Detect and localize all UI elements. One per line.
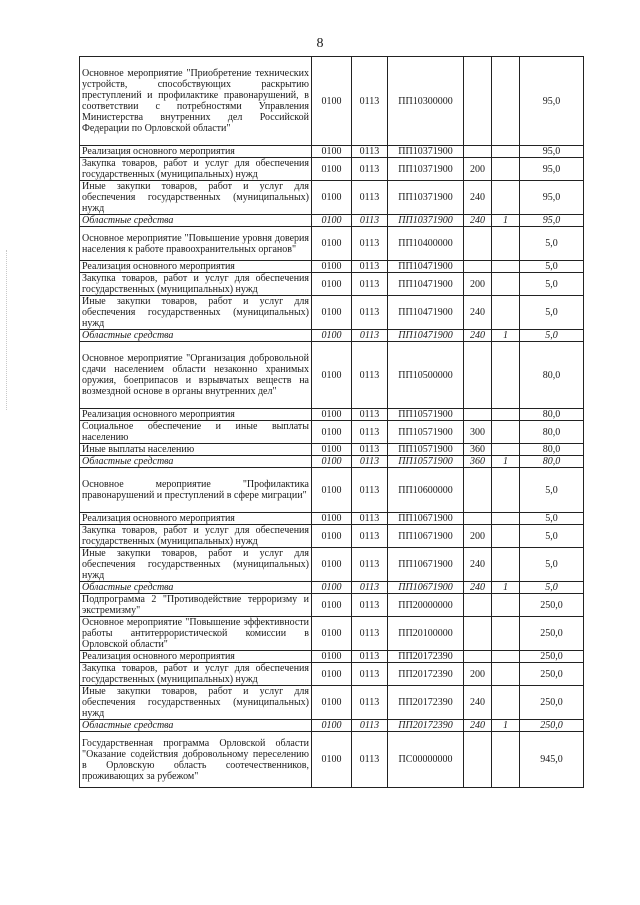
section-code: 0100 bbox=[312, 296, 352, 330]
subsection-code: 0113 bbox=[352, 720, 388, 732]
table-row bbox=[80, 215, 584, 227]
table-row bbox=[80, 273, 584, 296]
expense-type-code bbox=[464, 594, 492, 617]
amount: 5,0 bbox=[520, 525, 584, 548]
funding-source-code bbox=[492, 273, 520, 296]
amount: 5,0 bbox=[520, 227, 584, 261]
target-code: ПП10571900 bbox=[388, 409, 464, 421]
subsection-code: 0113 bbox=[352, 146, 388, 158]
amount: 5,0 bbox=[520, 330, 584, 342]
funding-source-code bbox=[492, 732, 520, 788]
table-row bbox=[80, 342, 584, 409]
expense-type-code bbox=[464, 227, 492, 261]
target-code: ПП20172390 bbox=[388, 651, 464, 663]
target-code: ПП10671900 bbox=[388, 582, 464, 594]
section-code: 0100 bbox=[312, 57, 352, 146]
row-name: Закупка товаров, работ и услуг для обеспечения государственных (муниципальных) нужд bbox=[80, 525, 312, 548]
row-name: Областные средства bbox=[80, 330, 312, 342]
amount: 95,0 bbox=[520, 181, 584, 215]
section-code: 0100 bbox=[312, 330, 352, 342]
target-code: ПП10371900 bbox=[388, 215, 464, 227]
subsection-code: 0113 bbox=[352, 594, 388, 617]
expense-type-code bbox=[464, 732, 492, 788]
subsection-code: 0113 bbox=[352, 57, 388, 146]
expense-type-code: 200 bbox=[464, 273, 492, 296]
row-name: Областные средства bbox=[80, 215, 312, 227]
expense-type-code: 300 bbox=[464, 421, 492, 444]
row-name: Основное мероприятие "Повышение уровня доверия населения к работе правоохранительных органов" bbox=[80, 227, 312, 261]
row-name: Иные закупки товаров, работ и услуг для обеспечения государственных (муниципальных) нужд bbox=[80, 296, 312, 330]
table-row bbox=[80, 227, 584, 261]
amount: 5,0 bbox=[520, 296, 584, 330]
funding-source-code bbox=[492, 594, 520, 617]
row-name: Закупка товаров, работ и услуг для обеспечения государственных (муниципальных) нужд bbox=[80, 158, 312, 181]
expense-type-code bbox=[464, 617, 492, 651]
expense-type-code: 240 bbox=[464, 686, 492, 720]
table-row bbox=[80, 330, 584, 342]
table-row bbox=[80, 468, 584, 513]
budget-table bbox=[79, 56, 584, 788]
amount: 80,0 bbox=[520, 456, 584, 468]
target-code: ПП10471900 bbox=[388, 330, 464, 342]
target-code: ПС00000000 bbox=[388, 732, 464, 788]
expense-type-code: 200 bbox=[464, 525, 492, 548]
expense-type-code: 360 bbox=[464, 456, 492, 468]
target-code: ПП10500000 bbox=[388, 342, 464, 409]
subsection-code: 0113 bbox=[352, 444, 388, 456]
amount: 5,0 bbox=[520, 582, 584, 594]
table-row bbox=[80, 525, 584, 548]
subsection-code: 0113 bbox=[352, 181, 388, 215]
expense-type-code: 360 bbox=[464, 444, 492, 456]
section-code: 0100 bbox=[312, 651, 352, 663]
subsection-code: 0113 bbox=[352, 158, 388, 181]
target-code: ПП10371900 bbox=[388, 146, 464, 158]
target-code: ПП20172390 bbox=[388, 686, 464, 720]
expense-type-code bbox=[464, 468, 492, 513]
section-code: 0100 bbox=[312, 720, 352, 732]
table-row bbox=[80, 296, 584, 330]
section-code: 0100 bbox=[312, 261, 352, 273]
table-row bbox=[80, 146, 584, 158]
table-row bbox=[80, 456, 584, 468]
amount: 250,0 bbox=[520, 651, 584, 663]
target-code: ПП10671900 bbox=[388, 525, 464, 548]
table-row bbox=[80, 617, 584, 651]
target-code: ПП10600000 bbox=[388, 468, 464, 513]
table-row bbox=[80, 651, 584, 663]
subsection-code: 0113 bbox=[352, 330, 388, 342]
funding-source-code bbox=[492, 342, 520, 409]
table-row bbox=[80, 158, 584, 181]
funding-source-code bbox=[492, 444, 520, 456]
amount: 250,0 bbox=[520, 663, 584, 686]
subsection-code: 0113 bbox=[352, 227, 388, 261]
amount: 5,0 bbox=[520, 513, 584, 525]
amount: 250,0 bbox=[520, 720, 584, 732]
row-name: Основное мероприятие "Организация добровольной сдачи населением области незаконно хранимых оружия, боеприпасов и взрывчатых веществ на возмездной основе в органы внутренних дел" bbox=[80, 342, 312, 409]
funding-source-code bbox=[492, 686, 520, 720]
row-name: Иные закупки товаров, работ и услуг для обеспечения государственных (муниципальных) нужд bbox=[80, 548, 312, 582]
table-row bbox=[80, 686, 584, 720]
amount: 5,0 bbox=[520, 468, 584, 513]
target-code: ПП10400000 bbox=[388, 227, 464, 261]
row-name: Областные средства bbox=[80, 720, 312, 732]
section-code: 0100 bbox=[312, 468, 352, 513]
target-code: ПП10471900 bbox=[388, 273, 464, 296]
row-name: Закупка товаров, работ и услуг для обеспечения государственных (муниципальных) нужд bbox=[80, 663, 312, 686]
subsection-code: 0113 bbox=[352, 409, 388, 421]
amount: 80,0 bbox=[520, 421, 584, 444]
amount: 95,0 bbox=[520, 146, 584, 158]
subsection-code: 0113 bbox=[352, 261, 388, 273]
section-code: 0100 bbox=[312, 686, 352, 720]
subsection-code: 0113 bbox=[352, 513, 388, 525]
target-code: ПП10300000 bbox=[388, 57, 464, 146]
funding-source-code bbox=[492, 548, 520, 582]
target-code: ПП10671900 bbox=[388, 548, 464, 582]
funding-source-code bbox=[492, 227, 520, 261]
funding-source-code bbox=[492, 617, 520, 651]
section-code: 0100 bbox=[312, 594, 352, 617]
funding-source-code bbox=[492, 525, 520, 548]
row-name: Основное мероприятие "Профилактика правонарушений и преступлений в сфере миграции" bbox=[80, 468, 312, 513]
section-code: 0100 bbox=[312, 273, 352, 296]
funding-source-code bbox=[492, 261, 520, 273]
section-code: 0100 bbox=[312, 158, 352, 181]
funding-source-code bbox=[492, 181, 520, 215]
subsection-code: 0113 bbox=[352, 617, 388, 651]
section-code: 0100 bbox=[312, 582, 352, 594]
section-code: 0100 bbox=[312, 617, 352, 651]
row-name: Государственная программа Орловской области "Оказание содействия добровольному переселению в Орловскую область соотечественников, проживающих за рубежом" bbox=[80, 732, 312, 788]
table-row bbox=[80, 261, 584, 273]
row-name: Реализация основного мероприятия bbox=[80, 651, 312, 663]
funding-source-code bbox=[492, 663, 520, 686]
funding-source-code bbox=[492, 296, 520, 330]
row-name: Реализация основного мероприятия bbox=[80, 513, 312, 525]
section-code: 0100 bbox=[312, 663, 352, 686]
subsection-code: 0113 bbox=[352, 342, 388, 409]
amount: 95,0 bbox=[520, 215, 584, 227]
subsection-code: 0113 bbox=[352, 215, 388, 227]
subsection-code: 0113 bbox=[352, 421, 388, 444]
row-name: Областные средства bbox=[80, 582, 312, 594]
funding-source-code bbox=[492, 513, 520, 525]
row-name: Основное мероприятие "Приобретение технических устройств, способствующих раскрытию преступлений и профилактике правонарушений, в соответствии с потребностями Управления Министерства внутренних дел Российской Федерации по Орловской области" bbox=[80, 57, 312, 146]
row-name: Иные выплаты населению bbox=[80, 444, 312, 456]
amount: 250,0 bbox=[520, 594, 584, 617]
subsection-code: 0113 bbox=[352, 732, 388, 788]
expense-type-code: 240 bbox=[464, 296, 492, 330]
row-name: Областные средства bbox=[80, 456, 312, 468]
target-code: ПП10571900 bbox=[388, 456, 464, 468]
target-code: ПП20000000 bbox=[388, 594, 464, 617]
section-code: 0100 bbox=[312, 513, 352, 525]
funding-source-code: 1 bbox=[492, 720, 520, 732]
table-row bbox=[80, 594, 584, 617]
table-row bbox=[80, 720, 584, 732]
table-row bbox=[80, 421, 584, 444]
subsection-code: 0113 bbox=[352, 582, 388, 594]
section-code: 0100 bbox=[312, 409, 352, 421]
subsection-code: 0113 bbox=[352, 651, 388, 663]
row-name: Социальное обеспечение и иные выплаты населению bbox=[80, 421, 312, 444]
section-code: 0100 bbox=[312, 227, 352, 261]
amount: 250,0 bbox=[520, 686, 584, 720]
expense-type-code: 200 bbox=[464, 663, 492, 686]
amount: 95,0 bbox=[520, 57, 584, 146]
expense-type-code bbox=[464, 342, 492, 409]
target-code: ПП10371900 bbox=[388, 158, 464, 181]
subsection-code: 0113 bbox=[352, 273, 388, 296]
funding-source-code bbox=[492, 158, 520, 181]
section-code: 0100 bbox=[312, 444, 352, 456]
funding-source-code: 1 bbox=[492, 330, 520, 342]
funding-source-code: 1 bbox=[492, 456, 520, 468]
table-row bbox=[80, 513, 584, 525]
section-code: 0100 bbox=[312, 525, 352, 548]
subsection-code: 0113 bbox=[352, 468, 388, 513]
row-name: Подпрограмма 2 "Противодействие терроризму и экстремизму" bbox=[80, 594, 312, 617]
expense-type-code bbox=[464, 146, 492, 158]
row-name: Основное мероприятие "Повышение эффективности работы антитеррористической комиссии в Орловской области" bbox=[80, 617, 312, 651]
expense-type-code: 240 bbox=[464, 330, 492, 342]
amount: 5,0 bbox=[520, 261, 584, 273]
expense-type-code: 200 bbox=[464, 158, 492, 181]
expense-type-code bbox=[464, 409, 492, 421]
amount: 5,0 bbox=[520, 273, 584, 296]
expense-type-code bbox=[464, 261, 492, 273]
section-code: 0100 bbox=[312, 421, 352, 444]
funding-source-code bbox=[492, 146, 520, 158]
row-name: Иные закупки товаров, работ и услуг для обеспечения государственных (муниципальных) нужд bbox=[80, 181, 312, 215]
section-code: 0100 bbox=[312, 732, 352, 788]
target-code: ПП10571900 bbox=[388, 444, 464, 456]
row-name: Иные закупки товаров, работ и услуг для обеспечения государственных (муниципальных) нужд bbox=[80, 686, 312, 720]
amount: 80,0 bbox=[520, 444, 584, 456]
target-code: ПП10471900 bbox=[388, 261, 464, 273]
funding-source-code bbox=[492, 468, 520, 513]
table-row bbox=[80, 732, 584, 788]
amount: 95,0 bbox=[520, 158, 584, 181]
target-code: ПП20172390 bbox=[388, 720, 464, 732]
table-row bbox=[80, 663, 584, 686]
table-row bbox=[80, 582, 584, 594]
target-code: ПП20172390 bbox=[388, 663, 464, 686]
subsection-code: 0113 bbox=[352, 296, 388, 330]
subsection-code: 0113 bbox=[352, 456, 388, 468]
expense-type-code bbox=[464, 651, 492, 663]
funding-source-code bbox=[492, 409, 520, 421]
expense-type-code bbox=[464, 57, 492, 146]
section-code: 0100 bbox=[312, 146, 352, 158]
expense-type-code: 240 bbox=[464, 181, 492, 215]
table-row bbox=[80, 548, 584, 582]
target-code: ПП10471900 bbox=[388, 296, 464, 330]
section-code: 0100 bbox=[312, 548, 352, 582]
section-code: 0100 bbox=[312, 342, 352, 409]
section-code: 0100 bbox=[312, 181, 352, 215]
row-name: Реализация основного мероприятия bbox=[80, 146, 312, 158]
scan-margin-mark bbox=[6, 250, 8, 410]
budget-table-body bbox=[80, 57, 584, 788]
expense-type-code: 240 bbox=[464, 215, 492, 227]
expense-type-code bbox=[464, 513, 492, 525]
target-code: ПП10371900 bbox=[388, 181, 464, 215]
row-name: Реализация основного мероприятия bbox=[80, 409, 312, 421]
amount: 250,0 bbox=[520, 617, 584, 651]
funding-source-code: 1 bbox=[492, 582, 520, 594]
funding-source-code: 1 bbox=[492, 215, 520, 227]
subsection-code: 0113 bbox=[352, 525, 388, 548]
target-code: ПП10671900 bbox=[388, 513, 464, 525]
page-number: 8 bbox=[316, 36, 324, 51]
section-code: 0100 bbox=[312, 456, 352, 468]
subsection-code: 0113 bbox=[352, 548, 388, 582]
funding-source-code bbox=[492, 57, 520, 146]
row-name: Закупка товаров, работ и услуг для обеспечения государственных (муниципальных) нужд bbox=[80, 273, 312, 296]
row-name: Реализация основного мероприятия bbox=[80, 261, 312, 273]
expense-type-code: 240 bbox=[464, 720, 492, 732]
amount: 945,0 bbox=[520, 732, 584, 788]
table-row bbox=[80, 181, 584, 215]
target-code: ПП10571900 bbox=[388, 421, 464, 444]
table-row bbox=[80, 409, 584, 421]
expense-type-code: 240 bbox=[464, 582, 492, 594]
target-code: ПП20100000 bbox=[388, 617, 464, 651]
funding-source-code bbox=[492, 651, 520, 663]
expense-type-code: 240 bbox=[464, 548, 492, 582]
amount: 80,0 bbox=[520, 342, 584, 409]
amount: 80,0 bbox=[520, 409, 584, 421]
funding-source-code bbox=[492, 421, 520, 444]
amount: 5,0 bbox=[520, 548, 584, 582]
table-row bbox=[80, 57, 584, 146]
section-code: 0100 bbox=[312, 215, 352, 227]
subsection-code: 0113 bbox=[352, 663, 388, 686]
table-row bbox=[80, 444, 584, 456]
subsection-code: 0113 bbox=[352, 686, 388, 720]
